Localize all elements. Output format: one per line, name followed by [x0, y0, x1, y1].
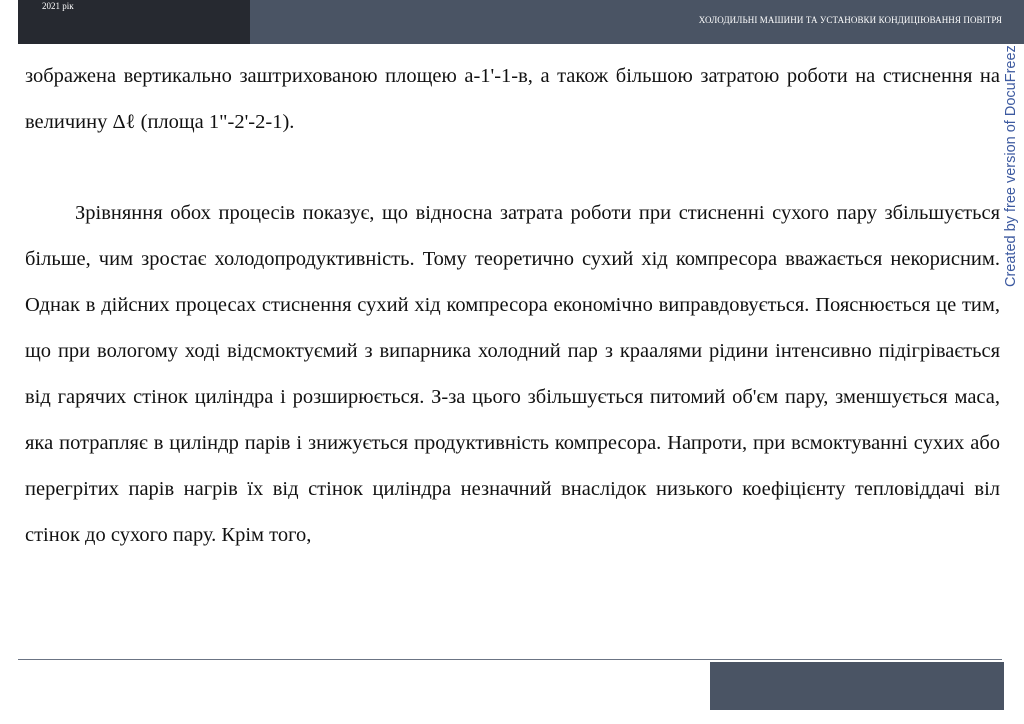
document-header-title: ХОЛОДИЛЬНІ МАШИНИ ТА УСТАНОВКИ КОНДИЦІЮВАННЯ ПОВІТРЯ [698, 15, 1002, 25]
watermark-text: Created by free version of DocuFreez [1003, 45, 1019, 287]
footer-divider [18, 659, 1002, 660]
footer-block [710, 662, 1004, 710]
year-label: 2021 рік [42, 1, 74, 11]
paragraph-continuation: зображена вертикально заштрихованою площею а-1'-1-в, а також більшою затратою роботи на стиснення на величину Δℓ (площа 1"-2'-2-1). [25, 65, 1000, 133]
document-body [25, 53, 1000, 558]
paragraph-comparison: Зрівняння обох процесів показує, що відносна затрата роботи при стисненні сухого пару збільшується більше, чим зростає холодопродуктивність. Тому теоретично сухий хід компресора вважається некорисним. Однак в дійсних процесах стиснення сухий хід компресора економічно виправдовується. Пояснюється це тим, що при вологому ході відсмоктуємий з випарника холодний пар з краалями рідини інтенсивно підігрівається від гарячих стінок циліндра і розширюється. З-за цього збільшується питомий об'єм пару, зменшується маса, яка потрапляє в циліндр парів і знижується продуктивність компресора. Напроти, при всмоктуванні сухих або перегрітих парів нагрів їх від стінок циліндра незначний внаслідок низького коефіцієнту тепловіддачі віл стінок до сухого пару. Крім того, [25, 202, 1000, 546]
year-block [18, 0, 250, 44]
